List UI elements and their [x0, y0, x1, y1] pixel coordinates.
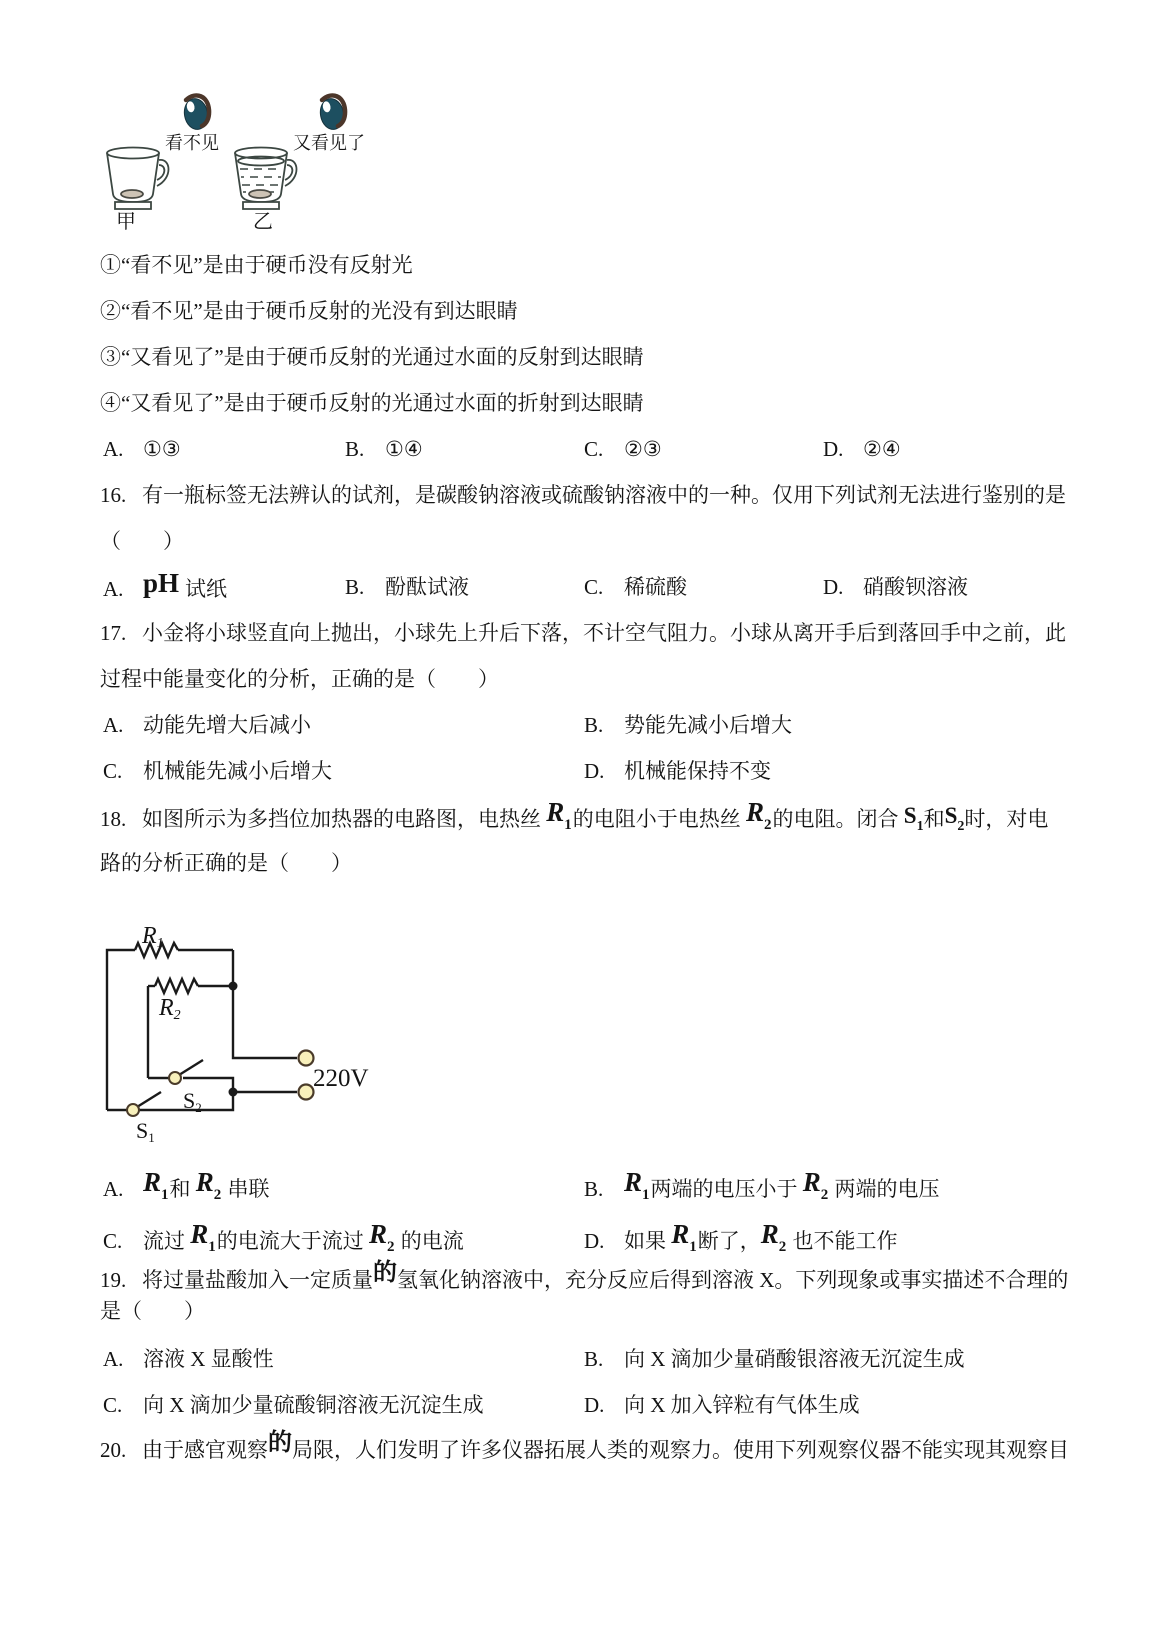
q19-stem-line1	[100, 1260, 1069, 1295]
option-letter: C.	[103, 1393, 123, 1417]
switch-s2-symbol: S	[944, 803, 958, 828]
option-text: ①④	[385, 437, 423, 461]
resistor-r2-symbol: R	[802, 1167, 821, 1197]
stem-text: 是（ ）	[100, 1299, 205, 1323]
option-letter: C.	[103, 759, 123, 783]
option-text: 的电流	[395, 1229, 464, 1253]
q16-option-b	[345, 572, 469, 602]
q17-stem-line2	[100, 664, 499, 694]
coin	[249, 190, 271, 198]
stem-text: 过程中能量变化的分析，正确的是（ ）	[100, 667, 499, 691]
bold-de: 的	[373, 1260, 397, 1286]
label-r2: R2	[159, 995, 181, 1023]
option-text: 串联	[222, 1177, 270, 1201]
q18-option-b	[584, 1167, 940, 1207]
switch-s1-symbol: S	[903, 803, 917, 828]
subscript: 2	[957, 819, 965, 834]
q16-option-a	[103, 568, 228, 604]
q18-option-a	[103, 1167, 270, 1207]
eye-icon	[318, 95, 346, 131]
option-letter: A.	[103, 1347, 124, 1371]
subscript: 2	[764, 817, 772, 833]
option-letter: D.	[823, 437, 844, 461]
subscript: 2	[213, 1187, 222, 1203]
option-letter: B.	[345, 575, 365, 599]
option-text: 溶液 X 显酸性	[143, 1347, 274, 1371]
q20-stem-line1	[100, 1430, 1069, 1465]
question-number: 16.	[100, 483, 127, 507]
option-text: 的电流大于流过	[216, 1229, 370, 1253]
q18-stem-line2	[100, 848, 352, 878]
switch-s1-lever	[137, 1092, 161, 1107]
q16-option-d	[823, 572, 968, 602]
q17-option-a	[103, 710, 311, 740]
resistor-r2	[155, 979, 198, 993]
option-letter: D.	[584, 1393, 605, 1417]
q19-option-b	[584, 1344, 965, 1374]
stem-text: 小金将小球竖直向上抛出，小球先上升后下落，不计空气阻力。小球从离开手后到落回手中之前，此	[142, 621, 1066, 645]
option-letter: B.	[584, 1347, 604, 1371]
wire	[107, 950, 135, 1110]
q17-option-d	[584, 756, 771, 786]
resistor-r1-symbol: R	[143, 1167, 162, 1197]
circuit-diagram	[95, 905, 375, 1155]
resistor-r1-symbol: R	[190, 1219, 209, 1249]
ph-symbol: pH	[143, 568, 180, 598]
option-letter: B.	[345, 437, 365, 461]
option-text: ①③	[143, 437, 181, 461]
stem-text: 路的分析正确的是（ ）	[100, 851, 352, 875]
figure-label-see-again: 又看见了	[293, 133, 365, 153]
question-number: 17.	[100, 621, 127, 645]
stem-text: 氢氧化钠溶液中，充分反应后得到溶液 X。下列现象或事实描述不合理的	[397, 1268, 1069, 1292]
option-text: 断了，	[697, 1229, 761, 1253]
q17-stem-line1	[100, 618, 1066, 648]
option-text: 动能先增大后减小	[143, 713, 311, 737]
subscript: 1	[161, 1187, 169, 1203]
option-text: 向 X 加入锌粒有气体生成	[624, 1393, 860, 1417]
question-number: 18.	[100, 807, 127, 831]
cup-yi	[235, 148, 297, 210]
stem-text: 有一瓶标签无法辨认的试剂，是碳酸钠溶液或硫酸钠溶液中的一种。仅用下列试剂无法进行鉴别的是	[142, 483, 1066, 507]
stem-text: 时，对电	[964, 807, 1049, 831]
figure-label-cup-b: 乙	[253, 211, 273, 233]
option-text: 试纸	[185, 577, 228, 601]
option-text: 如果	[624, 1229, 672, 1253]
q17-option-b	[584, 710, 792, 740]
figure-label-cup-a: 甲	[116, 211, 136, 233]
cup-jia	[107, 148, 169, 210]
resistor-r2-symbol: R	[195, 1167, 214, 1197]
statement-text: ①“看不见”是由于硬币没有反射光	[100, 253, 413, 277]
label-voltage: 220V	[313, 1065, 369, 1092]
subscript: 2	[387, 1239, 395, 1255]
option-text: 机械能保持不变	[624, 759, 771, 783]
option-text: 势能先减小后增大	[624, 713, 792, 737]
subscript: 1	[564, 817, 572, 833]
option-text: 两端的电压小于	[650, 1177, 803, 1201]
wire	[233, 950, 297, 1058]
resistor-r2-symbol: R	[760, 1219, 779, 1249]
q15-option-b	[345, 434, 423, 464]
option-text: 向 X 滴加少量硝酸银溶液无沉淀生成	[624, 1347, 965, 1371]
stem-text: 和	[923, 807, 945, 831]
option-letter: D.	[584, 1229, 605, 1253]
option-letter: C.	[103, 1229, 123, 1253]
stem-text: 的电阻。闭合	[772, 807, 904, 831]
statement-line-3	[100, 342, 644, 372]
statement-line-1	[100, 250, 413, 280]
stem-text: 局限，人们发明了许多仪器拓展人类的观察力。使用下列观察仪器不能实现其观察目	[292, 1438, 1069, 1462]
switch-s1-pivot	[127, 1104, 139, 1116]
option-letter: A.	[103, 437, 124, 461]
stem-text: 的电阻小于电热丝	[572, 807, 747, 831]
option-letter: D.	[823, 575, 844, 599]
switch-s2-lever	[179, 1060, 203, 1075]
option-text: 也不能工作	[787, 1229, 898, 1253]
q18-option-d	[584, 1219, 898, 1259]
stem-text: 如图所示为多挡位加热器的电路图，电热丝	[142, 807, 547, 831]
q17-option-c	[103, 756, 332, 786]
question-number: 20.	[100, 1438, 127, 1462]
eye-icon	[182, 95, 210, 131]
junction-dot	[229, 982, 238, 991]
statement-text: ②“看不见”是由于硬币反射的光没有到达眼睛	[100, 299, 518, 323]
coin-visibility-figure	[95, 85, 395, 235]
subscript: 2	[778, 1239, 787, 1255]
stem-text: 由于感官观察	[142, 1438, 268, 1462]
option-text: 机械能先减小后增大	[143, 759, 332, 783]
q15-option-d	[823, 434, 901, 464]
option-text: 硝酸钡溶液	[863, 575, 968, 599]
subscript: 2	[820, 1187, 829, 1203]
option-text: ②④	[863, 437, 901, 461]
q19-option-c	[103, 1390, 484, 1420]
subscript: 1	[642, 1187, 650, 1203]
option-letter: C.	[584, 575, 604, 599]
q19-option-d	[584, 1390, 860, 1420]
junction-dot	[229, 1088, 238, 1097]
answer-blank: （ ）	[100, 529, 184, 553]
q16-option-c	[584, 572, 687, 602]
label-s2: S2	[183, 1088, 202, 1115]
option-letter: D.	[584, 759, 605, 783]
option-text: ②③	[624, 437, 662, 461]
label-r1: R1	[142, 923, 164, 951]
figure-label-see-not: 看不见	[165, 133, 219, 153]
stem-text: 将过量盐酸加入一定质量	[142, 1268, 373, 1292]
option-text: 稀硫酸	[624, 575, 687, 599]
q16-stem-line2	[100, 526, 184, 556]
option-letter: C.	[584, 437, 604, 461]
subscript: 1	[208, 1239, 216, 1255]
statement-line-2	[100, 296, 518, 326]
subscript: 1	[689, 1239, 697, 1255]
option-letter: A.	[103, 577, 124, 601]
resistor-r1-symbol: R	[546, 797, 565, 827]
option-text: 和	[169, 1177, 196, 1201]
q15-option-c	[584, 434, 662, 464]
q15-option-a	[103, 434, 181, 464]
option-letter: B.	[584, 713, 604, 737]
terminal	[299, 1051, 314, 1066]
terminal	[299, 1085, 314, 1100]
bold-de: 的	[268, 1430, 292, 1456]
q18-stem-line1	[100, 797, 1049, 838]
resistor-r2-symbol: R	[746, 797, 765, 827]
option-letter: A.	[103, 713, 124, 737]
option-text: 两端的电压	[829, 1177, 940, 1201]
option-letter: B.	[584, 1177, 604, 1201]
statement-line-4	[100, 388, 644, 418]
label-s1: S1	[136, 1118, 155, 1145]
statement-text: ④“又看见了”是由于硬币反射的光通过水面的折射到达眼睛	[100, 391, 644, 415]
resistor-r1-symbol: R	[671, 1219, 690, 1249]
resistor-r1-symbol: R	[624, 1167, 643, 1197]
resistor-r2-symbol: R	[369, 1219, 388, 1249]
q16-stem-line1	[100, 480, 1066, 510]
coin	[121, 190, 143, 198]
q19-stem-line2	[100, 1296, 205, 1326]
question-number: 19.	[100, 1268, 127, 1292]
option-text: 酚酞试液	[385, 575, 469, 599]
q18-option-c	[103, 1219, 464, 1259]
statement-text: ③“又看见了”是由于硬币反射的光通过水面的反射到达眼睛	[100, 345, 644, 369]
q19-option-a	[103, 1344, 274, 1374]
switch-s2-pivot	[169, 1072, 181, 1084]
subscript: 1	[916, 819, 924, 834]
option-text: 向 X 滴加少量硫酸铜溶液无沉淀生成	[143, 1393, 484, 1417]
option-text: 流过	[143, 1229, 191, 1253]
option-letter: A.	[103, 1177, 124, 1201]
